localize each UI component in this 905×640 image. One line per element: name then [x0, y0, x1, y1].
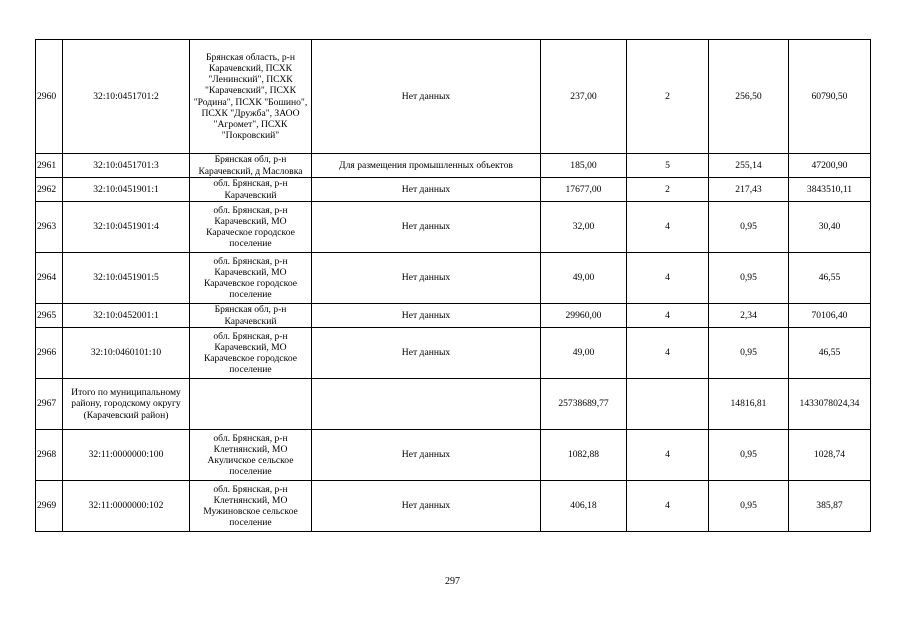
specific-value: 0,95 [709, 253, 789, 304]
specific-value: 0,95 [709, 481, 789, 532]
cadastral-value: 385,87 [789, 481, 871, 532]
row-number: 2966 [36, 328, 63, 379]
cadastral-number: 32:11:0000000:102 [63, 481, 190, 532]
permitted-use: Нет данных [312, 328, 541, 379]
row-number: 2967 [36, 379, 63, 430]
area: 25738689,77 [541, 379, 627, 430]
group [627, 379, 709, 430]
address: Брянская обл, р-н Карачевский [190, 304, 312, 328]
address: Брянская обл, р-н Карачевский, д Масловка [190, 154, 312, 178]
cadastral-number: 32:10:0451701:2 [63, 40, 190, 154]
address: Брянская область, р-н Карачевский, ПСХК "Ленинский", ПСХК "Карачевский", ПСХК "Родина", ПСХК "Бошино", ПСХК "Дружба", ЗАОО "Агромет", ПСХК "Покровский" [190, 40, 312, 154]
row-number: 2969 [36, 481, 63, 532]
area: 185,00 [541, 154, 627, 178]
group: 2 [627, 40, 709, 154]
specific-value: 217,43 [709, 178, 789, 202]
table-row-total [36, 379, 871, 430]
table-row [36, 430, 871, 481]
cadastral-number: 32:11:0000000:100 [63, 430, 190, 481]
area: 49,00 [541, 328, 627, 379]
group: 4 [627, 253, 709, 304]
table-row [36, 481, 871, 532]
cadastral-value: 46,55 [789, 253, 871, 304]
row-number: 2961 [36, 154, 63, 178]
area: 17677,00 [541, 178, 627, 202]
area: 29960,00 [541, 304, 627, 328]
specific-value: 256,50 [709, 40, 789, 154]
address: обл. Брянская, р-н Карачевский, МО Караческое городское поселение [190, 202, 312, 253]
specific-value: 0,95 [709, 202, 789, 253]
permitted-use: Нет данных [312, 304, 541, 328]
permitted-use: Нет данных [312, 253, 541, 304]
table-row [36, 154, 871, 178]
row-number: 2965 [36, 304, 63, 328]
row-number: 2962 [36, 178, 63, 202]
cadastral-number: 32:10:0451901:5 [63, 253, 190, 304]
specific-value: 0,95 [709, 328, 789, 379]
address: обл. Брянская, р-н Карачевский [190, 178, 312, 202]
address: обл. Брянская, р-н Клетнянский, МО Акуличское сельское поселение [190, 430, 312, 481]
permitted-use: Нет данных [312, 430, 541, 481]
cadastral-number: 32:10:0460101:10 [63, 328, 190, 379]
page-number: 297 [445, 576, 460, 587]
specific-value: 0,95 [709, 430, 789, 481]
cadastral-value: 47200,90 [789, 154, 871, 178]
permitted-use [312, 379, 541, 430]
row-number: 2964 [36, 253, 63, 304]
cadastral-value: 1433078024,34 [789, 379, 871, 430]
row-number: 2968 [36, 430, 63, 481]
permitted-use: Нет данных [312, 178, 541, 202]
group: 2 [627, 178, 709, 202]
area: 1082,88 [541, 430, 627, 481]
permitted-use: Нет данных [312, 202, 541, 253]
area: 32,00 [541, 202, 627, 253]
cadastral-number: 32:10:0451901:1 [63, 178, 190, 202]
group: 4 [627, 430, 709, 481]
group: 4 [627, 202, 709, 253]
table-row [36, 304, 871, 328]
cadastral-value: 30,40 [789, 202, 871, 253]
group: 5 [627, 154, 709, 178]
area: 406,18 [541, 481, 627, 532]
total-label: Итого по муниципальному району, городскому округу (Карачевский район) [63, 379, 190, 430]
cadastral-value: 60790,50 [789, 40, 871, 154]
address: обл. Брянская, р-н Клетнянский, МО Мужиновское сельское поселение [190, 481, 312, 532]
cadastral-value: 46,55 [789, 328, 871, 379]
cadastral-number: 32:10:0451701:3 [63, 154, 190, 178]
permitted-use: Для размещения промышленных объектов [312, 154, 541, 178]
cadastral-number: 32:10:0451901:4 [63, 202, 190, 253]
area: 237,00 [541, 40, 627, 154]
table-row [36, 202, 871, 253]
table-row [36, 253, 871, 304]
cadastral-value: 1028,74 [789, 430, 871, 481]
permitted-use: Нет данных [312, 40, 541, 154]
row-number: 2963 [36, 202, 63, 253]
group: 4 [627, 481, 709, 532]
table-row [36, 40, 871, 154]
address [190, 379, 312, 430]
address: обл. Брянская, р-н Карачевский, МО Карачевское городское поселение [190, 328, 312, 379]
cadastral-value: 70106,40 [789, 304, 871, 328]
table-row [36, 178, 871, 202]
table-row [36, 328, 871, 379]
cadastral-number: 32:10:0452001:1 [63, 304, 190, 328]
permitted-use: Нет данных [312, 481, 541, 532]
group: 4 [627, 304, 709, 328]
address: обл. Брянская, р-н Карачевский, МО Карачевское городское поселение [190, 253, 312, 304]
specific-value: 255,14 [709, 154, 789, 178]
row-number: 2960 [36, 40, 63, 154]
group: 4 [627, 328, 709, 379]
cadastral-registry-table [35, 39, 871, 532]
area: 49,00 [541, 253, 627, 304]
specific-value: 2,34 [709, 304, 789, 328]
specific-value: 14816,81 [709, 379, 789, 430]
cadastral-value: 3843510,11 [789, 178, 871, 202]
